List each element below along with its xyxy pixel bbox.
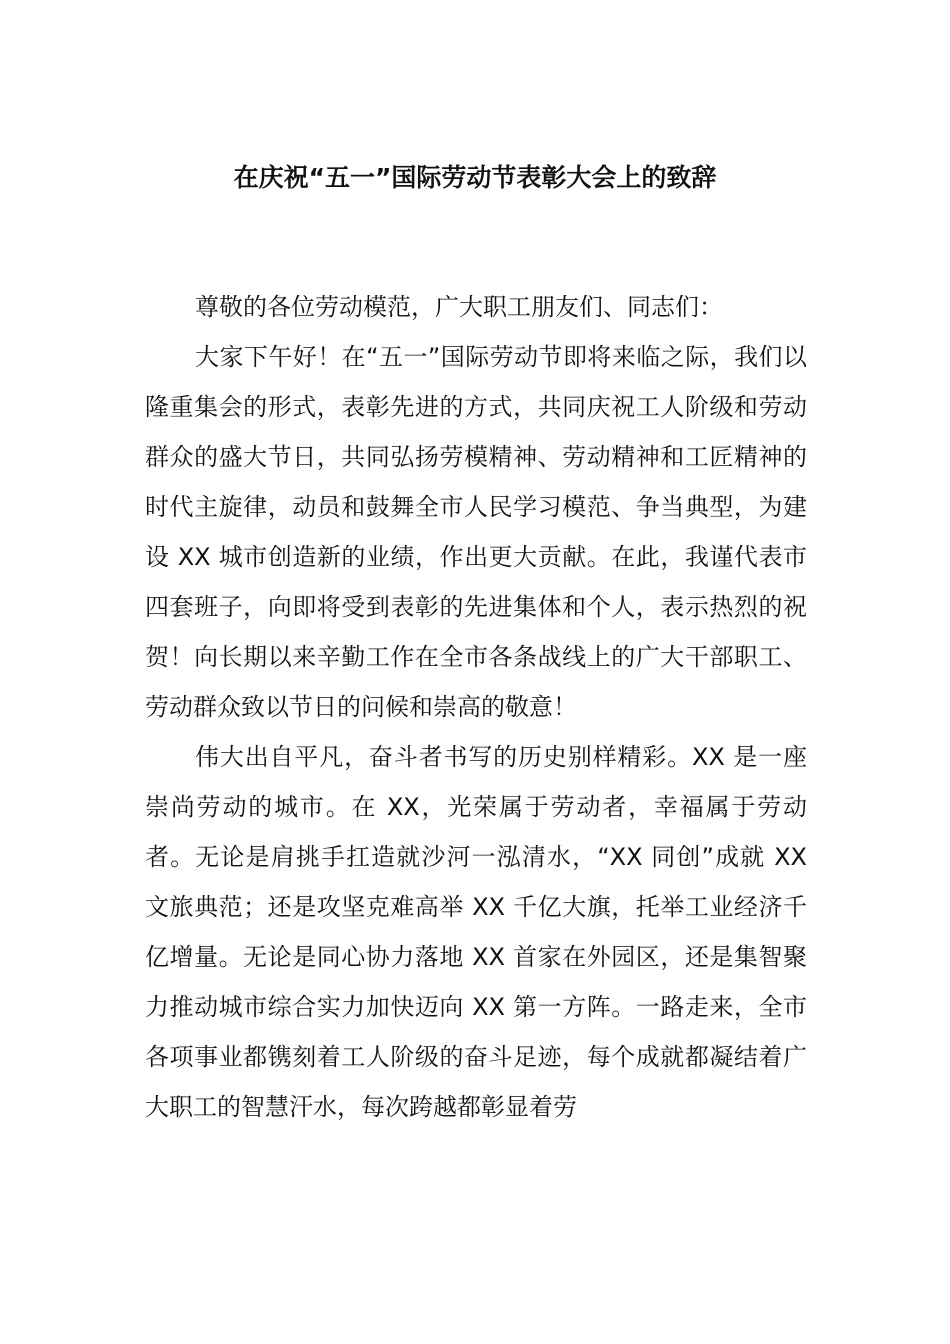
document-body (145, 282, 807, 1132)
paragraph: 伟大出自平凡，奋斗者书写的历史别样精彩。XX 是一座崇尚劳动的城市。在 XX，光荣属于劳动者，幸福属于劳动者。无论是肩挑手扛造就沙河一泓清水，“XX 同创”成就 XX 文旅典范；还是攻坚克难高举 XX 千亿大旗，托举工业经济千亿增量。无论是同心协力落地 XX 首家在外园区，还是集智聚力推动城市综合实力加快迈向 XX 第一方阵。一路走来，全市各项事业都镌刻着工人阶级的奋斗足迹，每个成就都凝结着广大职工的智慧汗水，每次跨越都彰显着劳 (145, 743, 807, 1121)
paragraph: 大家下午好！在“五一”国际劳动节即将来临之际，我们以隆重集会的形式，表彰先进的方式，共同庆祝工人阶级和劳动群众的盛大节日，共同弘扬劳模精神、劳动精神和工匠精神的时代主旋律，动员和鼓舞全市人民学习模范、争当典型，为建设 XX 城市创造新的业绩，作出更大贡献。在此，我谨代表市四套班子，向即将受到表彰的先进集体和个人，表示热烈的祝贺！向长期以来辛勤工作在全市各条战线上的广大干部职工、劳动群众致以节日的问候和崇高的敬意！ (145, 343, 807, 721)
document-title: 在庆祝“五一”国际劳动节表彰大会上的致辞 (233, 163, 717, 192)
salutation: 尊敬的各位劳动模范，广大职工朋友们、同志们： (195, 293, 723, 321)
